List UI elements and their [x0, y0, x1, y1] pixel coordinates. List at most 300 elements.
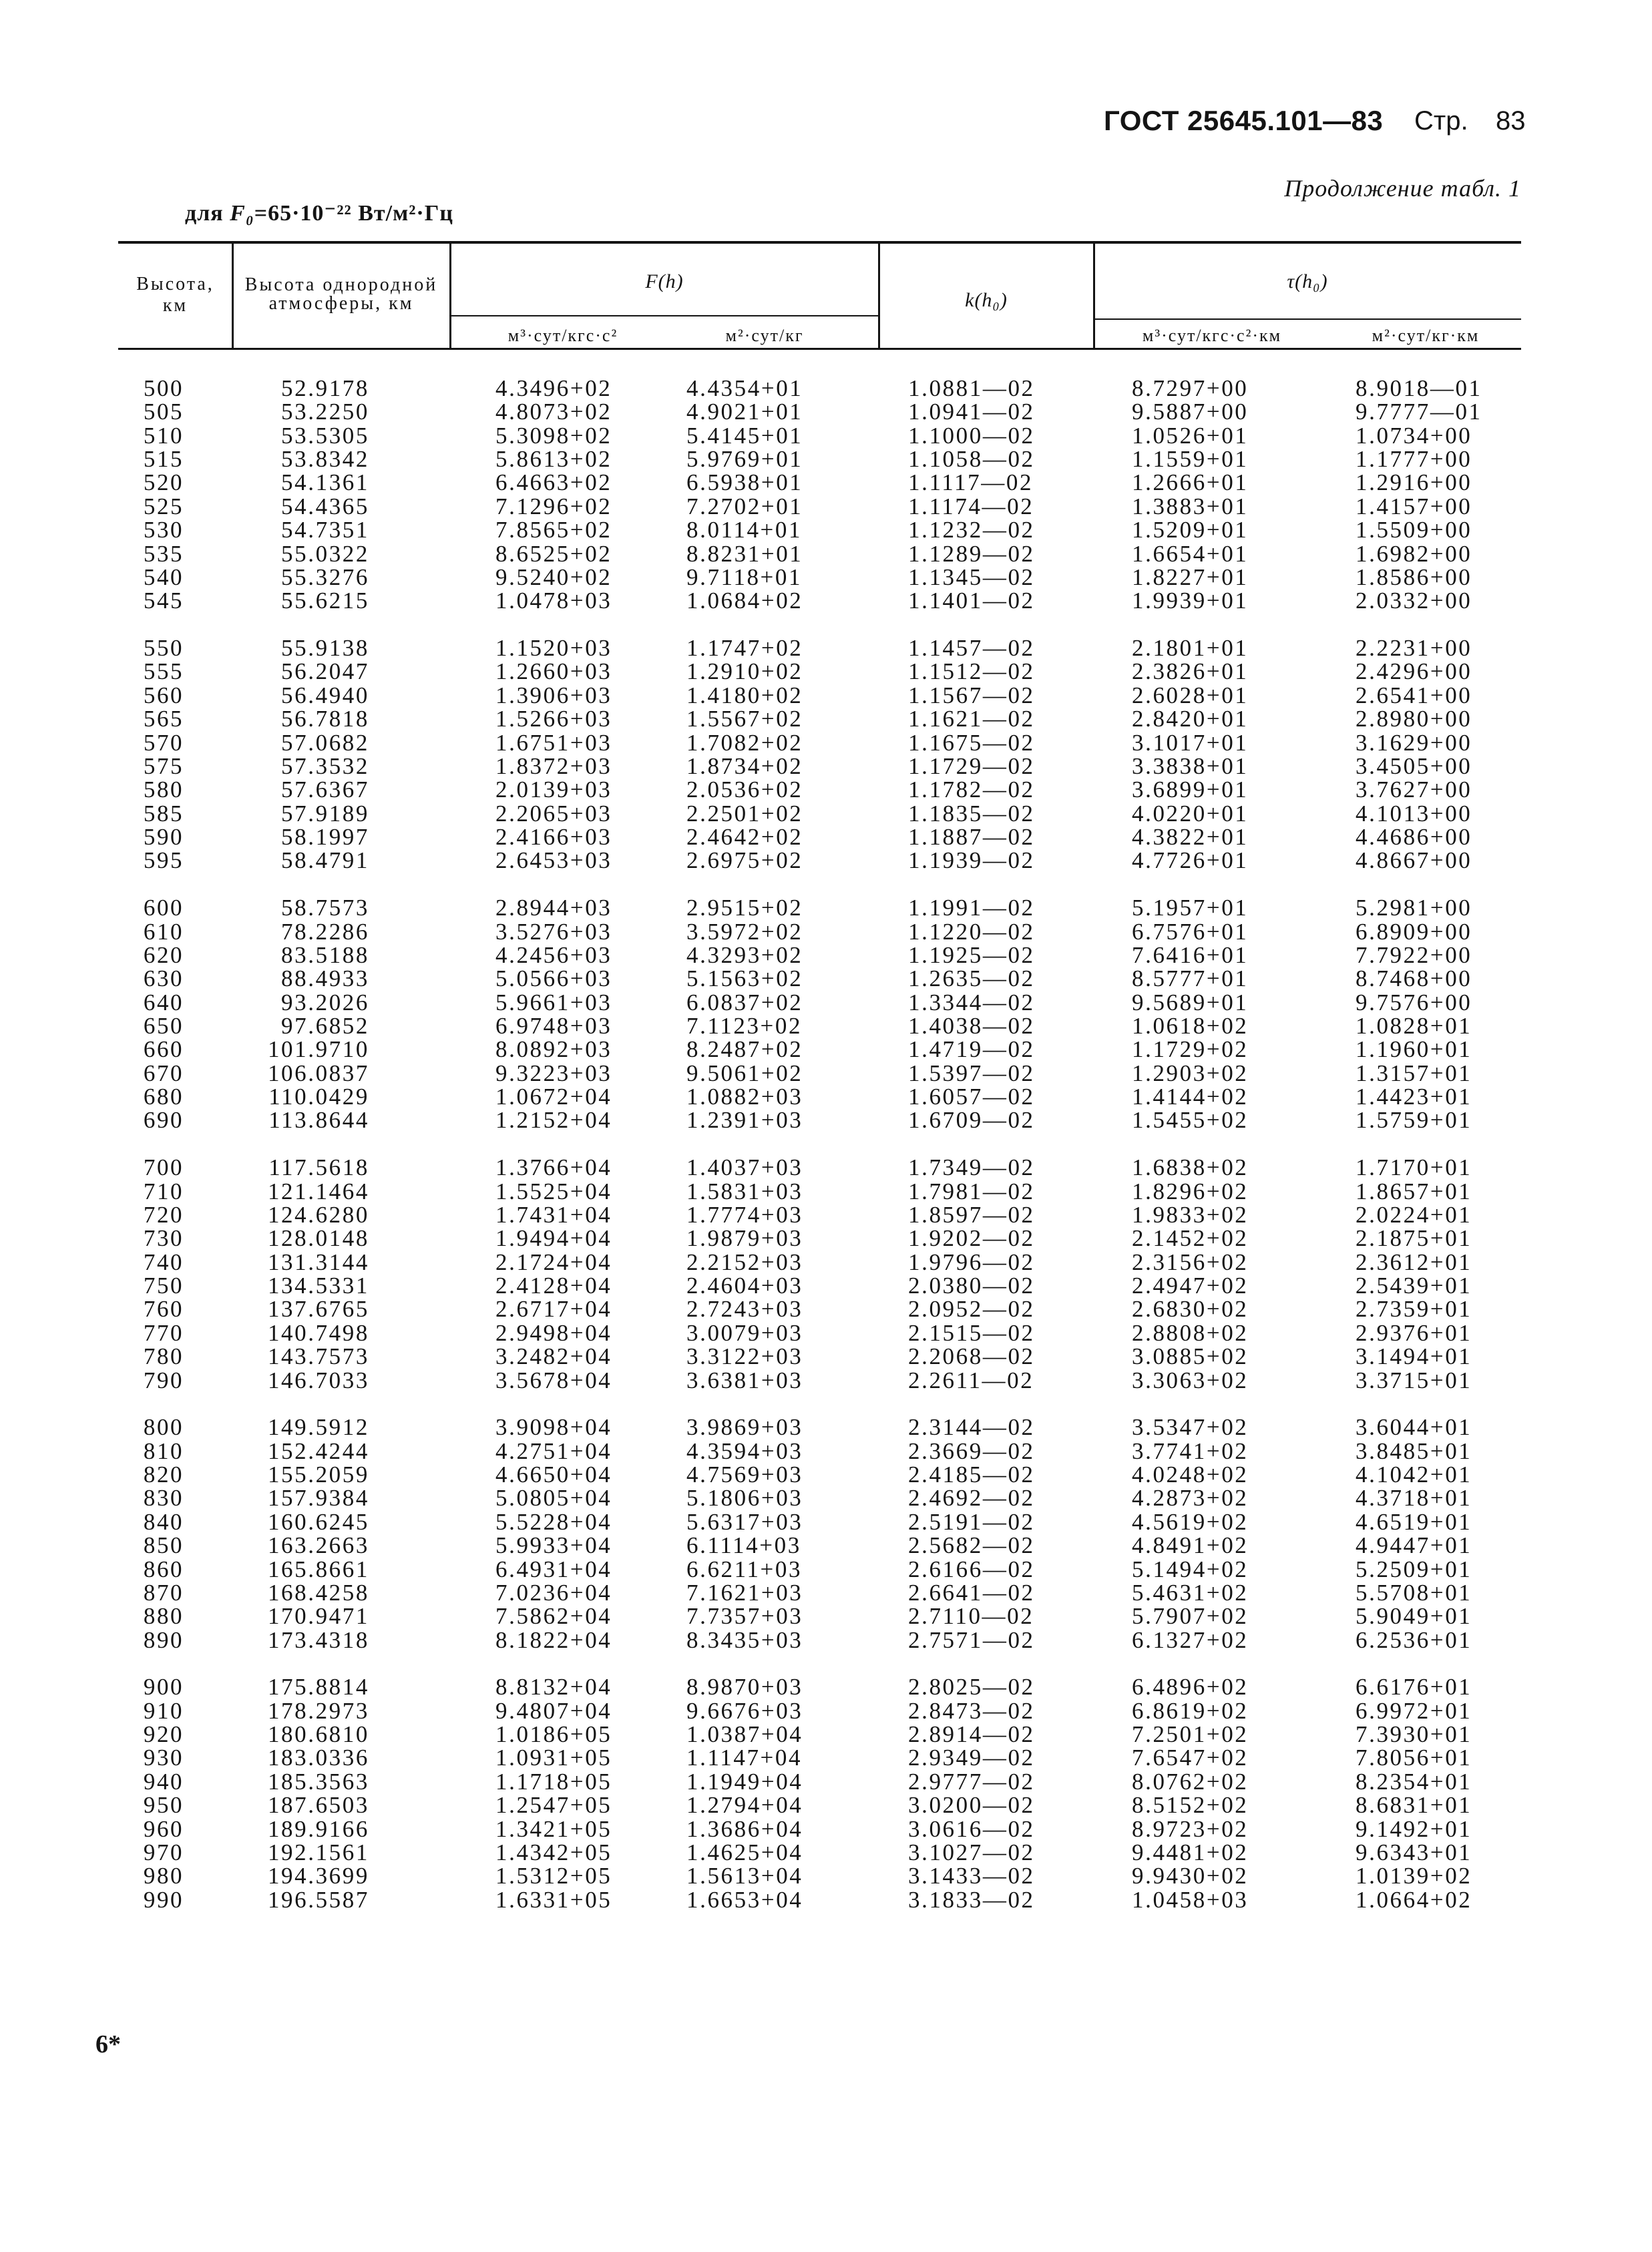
k-value: 1.7981—02: [908, 1178, 1035, 1204]
f-value-kg: 9.7118+01: [686, 564, 803, 590]
tau-value-kgs: 2.1452+02: [1132, 1225, 1249, 1252]
homogeneous-height-value: 178.2973: [267, 1697, 369, 1724]
f-value-kgs: 1.3766+04: [495, 1154, 612, 1181]
f-value-kg: 3.0079+03: [686, 1319, 803, 1346]
height-value: 690: [143, 1107, 184, 1134]
f-value-kgs: 4.6650+04: [495, 1461, 612, 1488]
k-value: 1.1567—02: [908, 682, 1035, 708]
f-value-kgs: 8.1822+04: [495, 1626, 612, 1653]
height-value: 630: [143, 965, 184, 992]
height-value: 950: [143, 1792, 184, 1819]
f-value-kgs: 5.9661+03: [495, 989, 612, 1016]
height-value: 570: [143, 729, 184, 756]
f-value-kgs: 1.9494+04: [495, 1225, 612, 1252]
k-value: 1.1232—02: [908, 517, 1035, 543]
table-row: [0, 1180, 1652, 1203]
tau-value-kgs: 1.5209+01: [1132, 517, 1249, 543]
f-value-kg: 7.2702+01: [686, 493, 803, 519]
table-row: [0, 1038, 1652, 1061]
tau-value-kg: 6.6176+01: [1356, 1674, 1472, 1701]
f-value-kg: 1.7774+03: [686, 1201, 803, 1228]
k-value: 1.1621—02: [908, 706, 1035, 732]
tau-value-kg: 1.1960+01: [1356, 1036, 1472, 1063]
homogeneous-height-value: 121.1464: [267, 1178, 369, 1204]
tau-value-kgs: 2.6028+01: [1132, 682, 1249, 708]
f-value-kg: 1.8734+02: [686, 752, 803, 779]
homogeneous-height-value: 55.0322: [281, 540, 369, 567]
height-value: 830: [143, 1485, 184, 1512]
table-row: [0, 377, 1652, 400]
table-row: [0, 1321, 1652, 1345]
page-label: Стр.: [1414, 106, 1468, 136]
height-value: 680: [143, 1084, 184, 1110]
tau-value-kgs: 8.7297+00: [1132, 375, 1249, 401]
tau-value-kgs: 8.5777+01: [1132, 965, 1249, 992]
table-row: [0, 1723, 1652, 1746]
column-header-k: k(h₀): [965, 289, 1008, 311]
homogeneous-height-value: 131.3144: [267, 1249, 369, 1275]
k-value: 2.8025—02: [908, 1674, 1035, 1701]
table-continuation-note: Продолжение табл. 1: [1284, 175, 1521, 202]
height-value: 890: [143, 1626, 184, 1653]
column-header-height: Высота, км: [136, 274, 214, 316]
height-value: 660: [143, 1036, 184, 1063]
homogeneous-height-value: 56.2047: [281, 658, 369, 685]
tau-value-kg: 9.7777—01: [1356, 399, 1482, 425]
f-value-kgs: 4.2751+04: [495, 1437, 612, 1464]
k-value: 1.1939—02: [908, 847, 1035, 874]
height-value: 550: [143, 635, 184, 662]
column-unit-f-kgs: м³·сут/кгс·с²: [507, 326, 618, 345]
table-row: [0, 1746, 1652, 1769]
tau-value-kg: 2.7359+01: [1356, 1296, 1472, 1323]
tau-value-kg: 8.9018—01: [1356, 375, 1482, 401]
tau-value-kg: 9.1492+01: [1356, 1815, 1472, 1842]
tau-value-kg: 1.0664+02: [1356, 1886, 1472, 1913]
homogeneous-height-value: 194.3699: [267, 1863, 369, 1889]
homogeneous-height-value: 58.1997: [281, 824, 369, 851]
k-value: 1.5397—02: [908, 1060, 1035, 1086]
table-row: [0, 1770, 1652, 1793]
f-value-kgs: 1.6751+03: [495, 729, 612, 756]
tau-value-kg: 4.3718+01: [1356, 1485, 1472, 1512]
tau-value-kg: 9.6343+01: [1356, 1839, 1472, 1865]
k-value: 1.1675—02: [908, 729, 1035, 756]
height-value: 750: [143, 1273, 184, 1299]
tau-value-kgs: 7.6416+01: [1132, 941, 1249, 968]
f-value-kg: 2.9515+02: [686, 895, 803, 921]
homogeneous-height-value: 117.5618: [268, 1154, 369, 1181]
f-value-kgs: 2.4166+03: [495, 824, 612, 851]
tau-value-kg: 2.9376+01: [1356, 1319, 1472, 1346]
k-value: 1.1782—02: [908, 776, 1035, 803]
f-value-kg: 9.6676+03: [686, 1697, 803, 1724]
k-value: 1.6709—02: [908, 1107, 1035, 1134]
tau-value-kg: 4.8667+00: [1356, 847, 1472, 874]
tau-value-kg: 7.8056+01: [1356, 1745, 1472, 1771]
homogeneous-height-value: 160.6245: [267, 1508, 369, 1535]
k-value: 1.6057—02: [908, 1084, 1035, 1110]
tau-value-kg: 2.0224+01: [1356, 1201, 1472, 1228]
height-value: 860: [143, 1556, 184, 1582]
k-value: 1.0881—02: [908, 375, 1035, 401]
tau-value-kgs: 1.2666+01: [1132, 469, 1249, 496]
table-row: [0, 636, 1652, 660]
tau-value-kgs: 1.0458+03: [1132, 1886, 1249, 1913]
table-row: [0, 896, 1652, 919]
table-row: [0, 589, 1652, 612]
homogeneous-height-value: 54.4365: [281, 493, 369, 519]
homogeneous-height-value: 146.7033: [267, 1367, 369, 1393]
homogeneous-height-value: 57.0682: [281, 729, 369, 756]
tau-value-kg: 2.8980+00: [1356, 706, 1472, 732]
height-value: 650: [143, 1012, 184, 1039]
homogeneous-height-value: 168.4258: [267, 1579, 369, 1606]
f-value-kg: 5.4145+01: [686, 422, 803, 449]
homogeneous-height-value: 56.4940: [281, 682, 369, 708]
table-row: [0, 400, 1652, 423]
homogeneous-height-value: 88.4933: [281, 965, 369, 992]
table-row: [0, 542, 1652, 566]
height-value: 720: [143, 1201, 184, 1228]
f-value-kg: 1.5567+02: [686, 706, 803, 732]
f-value-kg: 1.6653+04: [686, 1886, 803, 1913]
homogeneous-height-value: 55.6215: [281, 588, 369, 614]
tau-value-kg: 8.2354+01: [1356, 1768, 1472, 1795]
homogeneous-height-value: 97.6852: [281, 1012, 369, 1039]
tau-value-kgs: 6.4896+02: [1132, 1674, 1249, 1701]
tau-value-kg: 1.7170+01: [1356, 1154, 1472, 1181]
homogeneous-height-value: 53.5305: [281, 422, 369, 449]
table-row: [0, 1251, 1652, 1274]
tau-value-kg: 4.1013+00: [1356, 800, 1472, 827]
f-value-kgs: 1.4342+05: [495, 1839, 612, 1865]
tau-value-kgs: 2.8808+02: [1132, 1319, 1249, 1346]
tau-value-kg: 6.9972+01: [1356, 1697, 1472, 1724]
tau-value-kg: 1.5509+00: [1356, 517, 1472, 543]
f-value-kgs: 8.8132+04: [495, 1674, 612, 1701]
f-value-kgs: 2.0139+03: [495, 776, 612, 803]
height-value: 990: [143, 1886, 184, 1913]
homogeneous-height-value: 106.0837: [267, 1060, 369, 1086]
f-value-kg: 4.3594+03: [686, 1437, 803, 1464]
homogeneous-height-value: 128.0148: [267, 1225, 369, 1252]
k-value: 1.1991—02: [908, 895, 1035, 921]
k-value: 2.1515—02: [908, 1319, 1035, 1346]
table-condition: [185, 200, 453, 227]
k-value: 2.4692—02: [908, 1485, 1035, 1512]
k-value: 2.2068—02: [908, 1343, 1035, 1370]
homogeneous-height-value: 55.3276: [281, 564, 369, 590]
f-subheader-rule: [449, 315, 879, 316]
k-value: 1.7349—02: [908, 1154, 1035, 1181]
tau-value-kgs: 5.1494+02: [1132, 1556, 1249, 1582]
condition-unit: Вт/м²·Гц: [358, 201, 453, 226]
f-value-kgs: 5.5228+04: [495, 1508, 612, 1535]
header-column-divider: [449, 242, 451, 349]
height-value: 590: [143, 824, 184, 851]
table-row: [0, 778, 1652, 801]
k-value: 2.5191—02: [908, 1508, 1035, 1535]
f-value-kgs: 2.1724+04: [495, 1249, 612, 1275]
tau-value-kgs: 2.4947+02: [1132, 1273, 1249, 1299]
tau-value-kgs: 6.8619+02: [1132, 1697, 1249, 1724]
f-value-kgs: 4.3496+02: [495, 375, 612, 401]
tau-value-kg: 5.9049+01: [1356, 1603, 1472, 1630]
table-row: [0, 1085, 1652, 1108]
height-value: 575: [143, 752, 184, 779]
tau-value-kgs: 1.2903+02: [1132, 1060, 1249, 1086]
f-value-kgs: 2.2065+03: [495, 800, 612, 827]
homogeneous-height-value: 155.2059: [267, 1461, 369, 1488]
f-value-kg: 6.1114+03: [686, 1532, 801, 1559]
k-value: 2.7110—02: [908, 1603, 1034, 1630]
k-value: 3.1833—02: [908, 1886, 1035, 1913]
k-value: 1.1000—02: [908, 422, 1035, 449]
tau-subheader-rule: [1093, 318, 1521, 320]
f-value-kg: 1.7082+02: [686, 729, 803, 756]
homogeneous-height-value: 149.5912: [267, 1414, 369, 1441]
tau-value-kg: 2.2231+00: [1356, 635, 1472, 662]
k-value: 3.1027—02: [908, 1839, 1035, 1865]
f-value-kg: 8.2487+02: [686, 1036, 803, 1063]
homogeneous-height-value: 110.0429: [268, 1084, 369, 1110]
f-value-kg: 6.0837+02: [686, 989, 803, 1016]
table-row: [0, 1014, 1652, 1038]
homogeneous-height-value: 187.6503: [267, 1792, 369, 1819]
height-value: 580: [143, 776, 184, 803]
height-value: 880: [143, 1603, 184, 1630]
tau-value-kgs: 1.9833+02: [1132, 1201, 1249, 1228]
homogeneous-height-value: 170.9471: [267, 1603, 369, 1630]
f-value-kg: 8.9870+03: [686, 1674, 803, 1701]
f-value-kgs: 1.0672+04: [495, 1084, 612, 1110]
tau-value-kgs: 4.7726+01: [1132, 847, 1249, 874]
height-value: 810: [143, 1437, 184, 1464]
f-value-kgs: 1.2660+03: [495, 658, 612, 685]
f-value-kgs: 1.8372+03: [495, 752, 612, 779]
tau-value-kg: 5.2981+00: [1356, 895, 1472, 921]
f-value-kg: 1.5613+04: [686, 1863, 803, 1889]
table-row: [0, 1510, 1652, 1534]
height-value: 910: [143, 1697, 184, 1724]
f-value-kgs: 1.3421+05: [495, 1815, 612, 1842]
height-value: 850: [143, 1532, 184, 1559]
height-value: 535: [143, 540, 184, 567]
table-row: [0, 566, 1652, 589]
tau-value-kgs: 1.1559+01: [1132, 446, 1249, 473]
table-row: [0, 1675, 1652, 1699]
f-value-kg: 1.4037+03: [686, 1154, 803, 1181]
f-value-kg: 1.4180+02: [686, 682, 803, 708]
table-header-bottom-rule: [118, 348, 1521, 350]
k-value: 1.9796—02: [908, 1249, 1035, 1275]
k-value: 1.1835—02: [908, 800, 1035, 827]
f-value-kgs: 1.5312+05: [495, 1863, 612, 1889]
homogeneous-height-value: 140.7498: [267, 1319, 369, 1346]
f-value-kg: 2.2501+02: [686, 800, 803, 827]
f-value-kg: 1.0882+03: [686, 1084, 803, 1110]
f-value-kg: 2.6975+02: [686, 847, 803, 874]
height-value: 500: [143, 375, 184, 401]
k-value: 1.1925—02: [908, 941, 1035, 968]
tau-value-kgs: 7.2501+02: [1132, 1721, 1249, 1748]
table-row: [0, 1369, 1652, 1392]
k-value: 1.1117—02: [908, 469, 1034, 496]
homogeneous-height-value: 175.8814: [267, 1674, 369, 1701]
f-value-kg: 8.8231+01: [686, 540, 803, 567]
k-value: 2.3669—02: [908, 1437, 1035, 1464]
table-row: [0, 660, 1652, 683]
f-value-kg: 1.1147+04: [686, 1745, 803, 1771]
tau-value-kgs: 9.4481+02: [1132, 1839, 1249, 1865]
table-row: [0, 943, 1652, 967]
k-value: 2.6166—02: [908, 1556, 1035, 1582]
tau-value-kgs: 3.1017+01: [1132, 729, 1249, 756]
table-row: [0, 1817, 1652, 1841]
tau-value-kg: 4.1042+01: [1356, 1461, 1472, 1488]
table-row: [0, 424, 1652, 447]
height-value: 560: [143, 682, 184, 708]
condition-value: =65·10⁻²²: [254, 201, 352, 226]
table-row: [0, 1793, 1652, 1817]
tau-value-kg: 2.6541+00: [1356, 682, 1472, 708]
height-value: 600: [143, 895, 184, 921]
table-row: [0, 471, 1652, 494]
table-row: [0, 707, 1652, 730]
height-value: 870: [143, 1579, 184, 1606]
tau-value-kgs: 4.5619+02: [1132, 1508, 1249, 1535]
table-row: [0, 518, 1652, 541]
k-value: 2.7571—02: [908, 1626, 1035, 1653]
height-value: 525: [143, 493, 184, 519]
tau-value-kg: 1.6982+00: [1356, 540, 1472, 567]
tau-value-kg: 7.7922+00: [1356, 941, 1472, 968]
tau-value-kg: 9.7576+00: [1356, 989, 1472, 1016]
k-value: 1.1220—02: [908, 918, 1035, 945]
homogeneous-height-value: 189.9166: [267, 1815, 369, 1842]
height-value: 620: [143, 941, 184, 968]
f-value-kg: 7.1123+02: [686, 1012, 803, 1039]
tau-value-kg: 4.6519+01: [1356, 1508, 1472, 1535]
height-value: 800: [143, 1414, 184, 1441]
f-value-kgs: 3.9098+04: [495, 1414, 612, 1441]
f-value-kg: 1.1949+04: [686, 1768, 803, 1795]
table-row: [0, 1203, 1652, 1226]
homogeneous-height-value: 58.7573: [281, 895, 369, 921]
f-value-kgs: 5.9933+04: [495, 1532, 612, 1559]
k-value: 1.9202—02: [908, 1225, 1035, 1252]
k-value: 1.0941—02: [908, 399, 1035, 425]
k-value: 1.2635—02: [908, 965, 1035, 992]
tau-value-kg: 2.3612+01: [1356, 1249, 1472, 1275]
f-value-kgs: 7.5862+04: [495, 1603, 612, 1630]
f-value-kg: 1.0387+04: [686, 1721, 803, 1748]
tau-value-kgs: 5.4631+02: [1132, 1579, 1249, 1606]
table-row: [0, 967, 1652, 990]
k-value: 1.1887—02: [908, 824, 1035, 851]
tau-value-kg: 5.5708+01: [1356, 1579, 1472, 1606]
tau-value-kg: 3.7627+00: [1356, 776, 1472, 803]
tau-value-kg: 4.9447+01: [1356, 1532, 1472, 1559]
table-row: [0, 1108, 1652, 1132]
table-row: [0, 754, 1652, 778]
height-value: 710: [143, 1178, 184, 1204]
tau-value-kgs: 1.6838+02: [1132, 1154, 1249, 1181]
k-value: 2.3144—02: [908, 1414, 1035, 1441]
homogeneous-height-value: 83.5188: [281, 941, 369, 968]
tau-value-kg: 8.6831+01: [1356, 1792, 1472, 1819]
tau-value-kgs: 4.3822+01: [1132, 824, 1249, 851]
f-value-kgs: 1.5266+03: [495, 706, 612, 732]
homogeneous-height-value: 143.7573: [267, 1343, 369, 1370]
homogeneous-height-value: 54.1361: [281, 469, 369, 496]
tau-value-kgs: 3.0885+02: [1132, 1343, 1249, 1370]
tau-value-kgs: 3.7741+02: [1132, 1437, 1249, 1464]
k-value: 2.9349—02: [908, 1745, 1035, 1771]
homogeneous-height-value: 57.6367: [281, 776, 369, 803]
homogeneous-height-value: 101.9710: [267, 1036, 369, 1063]
f-value-kgs: 2.8944+03: [495, 895, 612, 921]
f-value-kgs: 9.3223+03: [495, 1060, 612, 1086]
tau-value-kgs: 1.0618+02: [1132, 1012, 1249, 1039]
f-value-kg: 4.3293+02: [686, 941, 803, 968]
f-value-kg: 5.1806+03: [686, 1485, 803, 1512]
homogeneous-height-value: 54.7351: [281, 517, 369, 543]
f-value-kg: 3.9869+03: [686, 1414, 803, 1441]
table-row: [0, 1841, 1652, 1864]
tau-value-kgs: 1.3883+01: [1132, 493, 1249, 519]
tau-value-kgs: 2.3826+01: [1132, 658, 1249, 685]
tau-value-kgs: 1.6654+01: [1132, 540, 1249, 567]
tau-value-kg: 3.8485+01: [1356, 1437, 1472, 1464]
homogeneous-height-value: 137.6765: [267, 1296, 369, 1323]
height-value: 760: [143, 1296, 184, 1323]
k-value: 1.4719—02: [908, 1036, 1035, 1063]
f-value-kg: 5.1563+02: [686, 965, 803, 992]
f-value-kg: 2.4642+02: [686, 824, 803, 851]
tau-value-kgs: 1.5455+02: [1132, 1107, 1249, 1134]
f-value-kg: 7.1621+03: [686, 1579, 803, 1606]
f-value-kg: 4.4354+01: [686, 375, 803, 401]
k-value: 3.1433—02: [908, 1863, 1035, 1889]
height-value: 740: [143, 1249, 184, 1275]
f-value-kgs: 1.6331+05: [495, 1886, 612, 1913]
column-unit-tau-kgs: м³·сут/кгс·с²·км: [1142, 326, 1282, 345]
tau-value-kgs: 5.7907+02: [1132, 1603, 1249, 1630]
table-row: [0, 447, 1652, 471]
homogeneous-height-value: 56.7818: [281, 706, 369, 732]
table-row: [0, 1558, 1652, 1581]
f-value-kgs: 1.5525+04: [495, 1178, 612, 1204]
tau-value-kgs: 3.3063+02: [1132, 1367, 1249, 1393]
tau-value-kgs: 6.1327+02: [1132, 1626, 1249, 1653]
tau-value-kg: 6.2536+01: [1356, 1626, 1472, 1653]
f-value-kg: 1.2910+02: [686, 658, 803, 685]
height-value: 920: [143, 1721, 184, 1748]
tau-value-kg: 1.4157+00: [1356, 493, 1472, 519]
height-value: 790: [143, 1367, 184, 1393]
f-value-kgs: 2.9498+04: [495, 1319, 612, 1346]
k-value: 1.1457—02: [908, 635, 1035, 662]
tau-value-kgs: 8.5152+02: [1132, 1792, 1249, 1819]
height-value: 545: [143, 588, 184, 614]
tau-value-kgs: 7.6547+02: [1132, 1745, 1249, 1771]
homogeneous-height-value: 134.5331: [267, 1273, 369, 1299]
table-row: [0, 1274, 1652, 1297]
table-row: [0, 1156, 1652, 1179]
table-row: [0, 825, 1652, 849]
